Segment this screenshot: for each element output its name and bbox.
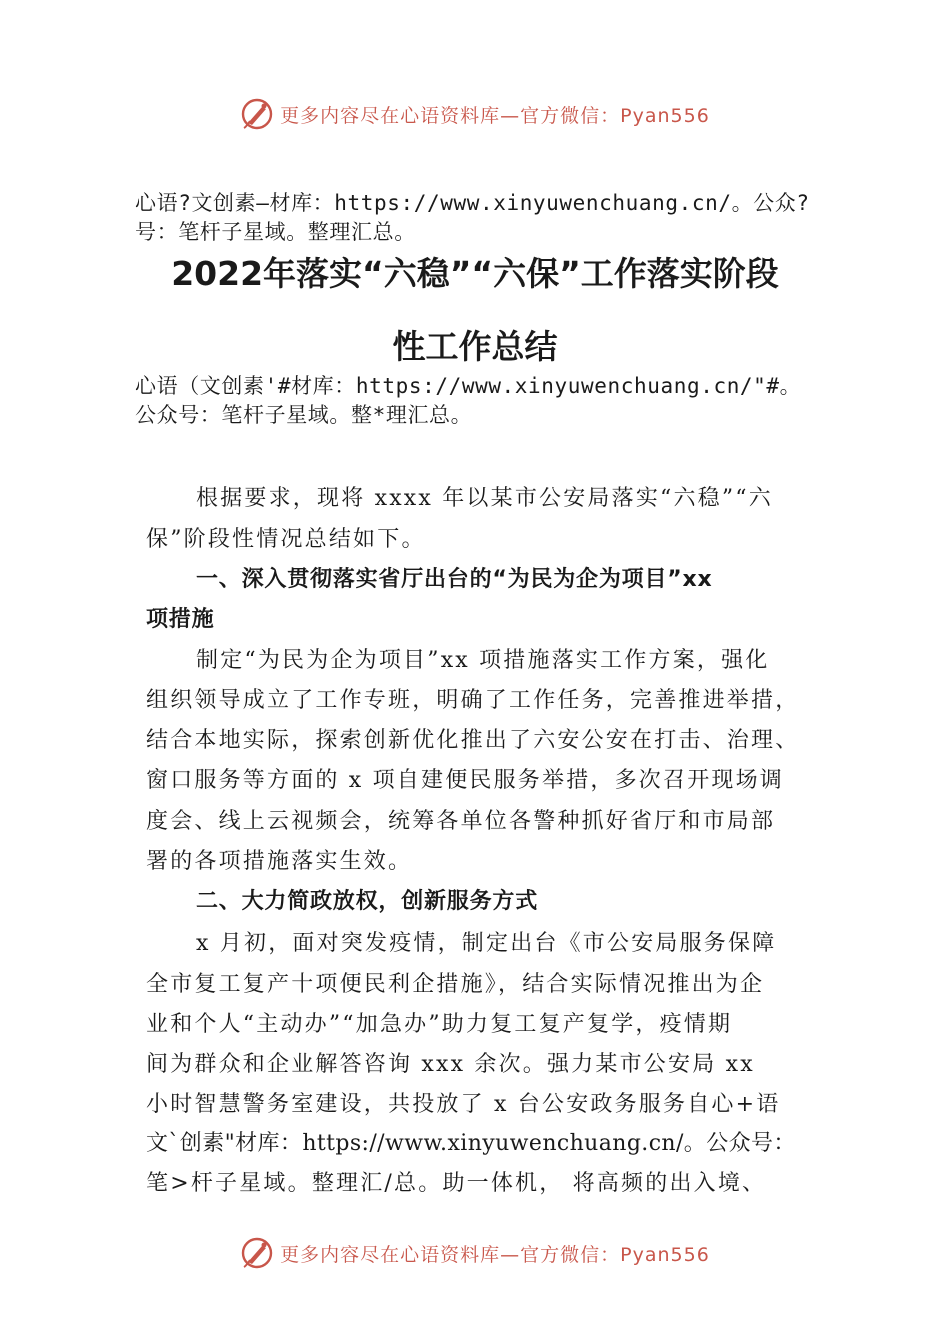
source-note-2-line-2: 公众号：笔杆子星域。整*理汇总。 — [135, 403, 473, 427]
section-1-paragraph-line: 结合本地实际，探索创新优化推出了六安公安在打击、治理、 — [146, 728, 800, 753]
intro-line-1: 根据要求，现将 xxxx 年以某市公安局落实“六稳”“六 — [196, 486, 773, 511]
section-1-heading-line-1: 一、深入贯彻落实省厅出台的“为民为企为项目”xx — [196, 567, 713, 592]
section-1-paragraph-line: 组织领导成立了工作专班，明确了工作任务，完善推进举措， — [146, 688, 800, 713]
brush-logo-icon — [240, 1236, 274, 1270]
intro-line-2: 保”阶段性情况总结如下。 — [146, 527, 426, 552]
section-2-paragraph-line: 文`创素"材库：https://www.xinyuwenchuang.cn/。公众号： — [146, 1131, 796, 1156]
banner-wechat-id: Pyan556 — [620, 1243, 710, 1266]
banner-slogan: 更多内容尽在心语资料库—官方微信： — [280, 104, 621, 127]
page-title-line-2: 性工作总结 — [392, 327, 558, 366]
section-1-paragraph-line: 度会、线上云视频会，统筹各单位各警种抓好省厅和市局部 — [146, 809, 776, 834]
banner-wechat-id: Pyan556 — [620, 104, 710, 127]
banner-text — [280, 101, 710, 128]
section-1-heading-line-2: 项措施 — [146, 607, 215, 632]
section-2-heading: 二、大力简政放权，创新服务方式 — [196, 889, 539, 914]
bottom-banner — [0, 1233, 950, 1273]
banner-text — [280, 1240, 710, 1267]
brush-logo-icon — [240, 97, 274, 131]
banner-slogan: 更多内容尽在心语资料库—官方微信： — [280, 1243, 621, 1266]
source-note-1-line-1: 心语?文创素—材库：https://www.xinyuwenchuang.cn/。公众? — [135, 191, 810, 215]
section-2-paragraph-line: 全市复工复产十项便民利企措施》，结合实际情况推出为企 — [146, 972, 765, 997]
section-1-paragraph-line: 署的各项措施落实生效。 — [146, 849, 413, 874]
section-2-paragraph-line: x 月初，面对突发疫情，制定出台《市公安局服务保障 — [196, 931, 777, 956]
section-2-paragraph-line: 小时智慧警务室建设，共投放了 x 台公安政务服务自心+语 — [146, 1092, 781, 1117]
source-note-1-line-2: 号：笔杆子星域。整理汇总。 — [135, 220, 416, 244]
section-1-paragraph-line: 制定“为民为企为项目”xx 项措施落实工作方案，强化 — [196, 648, 770, 673]
section-2-paragraph-line: 业和个人“主动办”“加急办”助力复工复产复学，疫情期 — [146, 1012, 733, 1037]
page-title-line-1: 2022年落实“六稳”“六保”工作落实阶段 — [171, 254, 779, 293]
source-note-2-line-1: 心语（文创素'#材库：https://www.xinyuwenchuang.cn/"#。 — [135, 374, 802, 398]
section-1-paragraph-line: 窗口服务等方面的 x 项自建便民服务举措，多次召开现场调 — [146, 768, 784, 793]
top-banner — [0, 94, 950, 134]
section-2-paragraph-line: 笔>杆子星域。整理汇/总。助一体机， 将高频的出入境、 — [146, 1171, 767, 1196]
section-2-paragraph-line: 间为群众和企业解答咨询 xxx 余次。强力某市公安局 xx — [146, 1052, 755, 1077]
